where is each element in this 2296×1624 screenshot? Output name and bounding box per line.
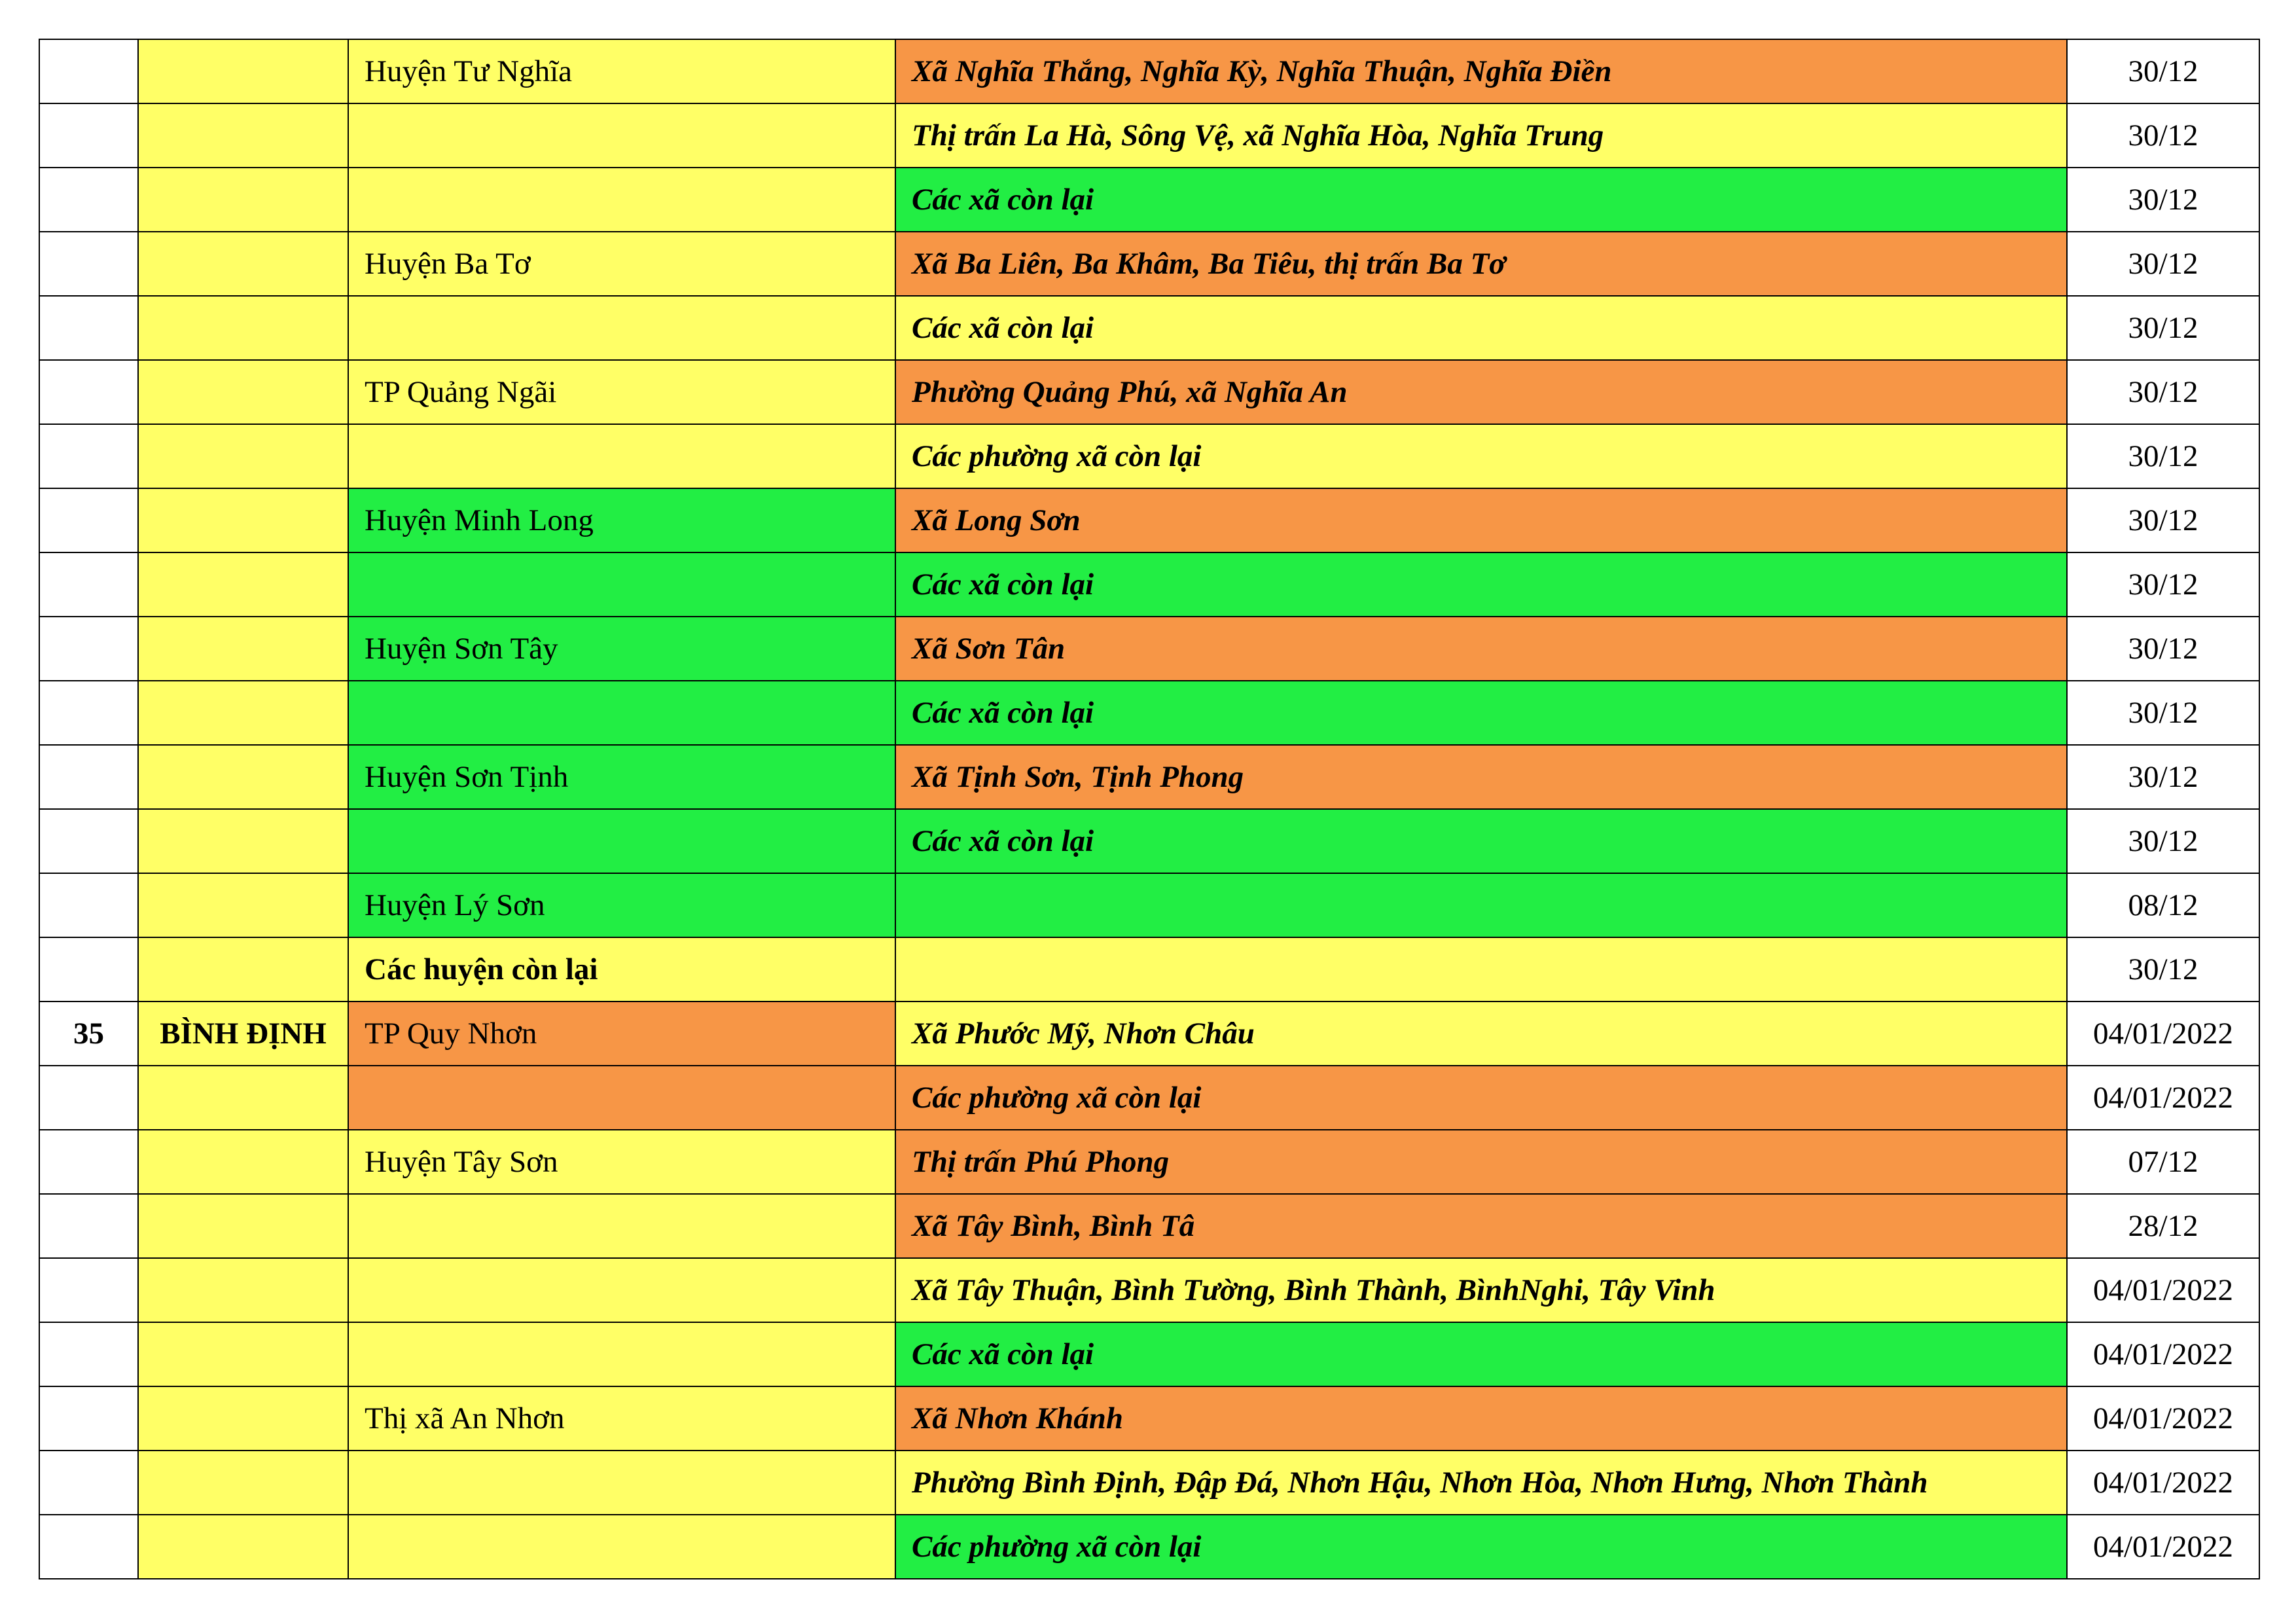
- district-cell: [348, 1515, 895, 1579]
- district-cell: Huyện Lý Sơn: [348, 873, 895, 937]
- row-number-cell: [39, 809, 138, 873]
- area-cell: Các xã còn lại: [895, 681, 2067, 745]
- date-cell: 30/12: [2067, 296, 2259, 360]
- district-cell: Huyện Tư Nghĩa: [348, 39, 895, 103]
- area-cell: Các phường xã còn lại: [895, 424, 2067, 488]
- province-cell: [138, 232, 348, 296]
- date-cell: 08/12: [2067, 873, 2259, 937]
- row-number-cell: [39, 1451, 138, 1515]
- date-cell: 30/12: [2067, 360, 2259, 424]
- province-cell: [138, 103, 348, 168]
- district-cell: Huyện Sơn Tịnh: [348, 745, 895, 809]
- area-cell: Các xã còn lại: [895, 168, 2067, 232]
- area-cell: Xã Tây Bình, Bình Tâ: [895, 1194, 2067, 1258]
- row-number-cell: [39, 1258, 138, 1322]
- area-cell: Phường Bình Định, Đập Đá, Nhơn Hậu, Nhơn Hòa, Nhơn Hưng, Nhơn Thành: [895, 1451, 2067, 1515]
- row-number-cell: [39, 296, 138, 360]
- province-cell: [138, 1194, 348, 1258]
- district-cell: [348, 1066, 895, 1130]
- table-row: [39, 488, 2259, 552]
- district-cell: Huyện Minh Long: [348, 488, 895, 552]
- area-cell: Các phường xã còn lại: [895, 1515, 2067, 1579]
- table-row: [39, 617, 2259, 681]
- area-cell: Xã Phước Mỹ, Nhơn Châu: [895, 1001, 2067, 1066]
- date-cell: 30/12: [2067, 937, 2259, 1001]
- province-cell: [138, 360, 348, 424]
- district-cell: [348, 1451, 895, 1515]
- date-cell: 04/01/2022: [2067, 1451, 2259, 1515]
- date-cell: 30/12: [2067, 681, 2259, 745]
- district-cell: [348, 103, 895, 168]
- date-cell: 04/01/2022: [2067, 1066, 2259, 1130]
- area-cell: Thị trấn La Hà, Sông Vệ, xã Nghĩa Hòa, Nghĩa Trung: [895, 103, 2067, 168]
- area-cell: Các phường xã còn lại: [895, 1066, 2067, 1130]
- district-cell: [348, 809, 895, 873]
- table-row: [39, 1515, 2259, 1579]
- district-cell: Huyện Sơn Tây: [348, 617, 895, 681]
- row-number-cell: [39, 488, 138, 552]
- date-cell: 30/12: [2067, 424, 2259, 488]
- district-cell: TP Quy Nhơn: [348, 1001, 895, 1066]
- district-cell: [348, 1194, 895, 1258]
- table-row: [39, 1001, 2259, 1066]
- province-cell: [138, 1451, 348, 1515]
- row-number-cell: [39, 937, 138, 1001]
- row-number-cell: [39, 552, 138, 617]
- province-cell: [138, 1130, 348, 1194]
- row-number-cell: [39, 617, 138, 681]
- table-row: [39, 745, 2259, 809]
- table-row: [39, 296, 2259, 360]
- province-cell: [138, 552, 348, 617]
- table-row: [39, 937, 2259, 1001]
- date-cell: 28/12: [2067, 1194, 2259, 1258]
- table-row: [39, 809, 2259, 873]
- area-cell: Các xã còn lại: [895, 552, 2067, 617]
- area-cell: Xã Ba Liên, Ba Khâm, Ba Tiêu, thị trấn Ba Tơ: [895, 232, 2067, 296]
- row-number-cell: [39, 424, 138, 488]
- table-row: [39, 424, 2259, 488]
- province-cell: [138, 1515, 348, 1579]
- zone-classification-table: [39, 39, 2260, 1579]
- table-row: [39, 39, 2259, 103]
- district-cell: [348, 168, 895, 232]
- date-cell: 04/01/2022: [2067, 1322, 2259, 1386]
- area-cell: Phường Quảng Phú, xã Nghĩa An: [895, 360, 2067, 424]
- row-number-cell: [39, 1386, 138, 1451]
- province-cell: [138, 424, 348, 488]
- district-cell: [348, 1322, 895, 1386]
- province-cell: [138, 488, 348, 552]
- area-cell: Xã Nhơn Khánh: [895, 1386, 2067, 1451]
- table-row: [39, 1066, 2259, 1130]
- row-number-cell: [39, 360, 138, 424]
- area-cell: Xã Tây Thuận, Bình Tường, Bình Thành, BìnhNghi, Tây Vinh: [895, 1258, 2067, 1322]
- province-cell: [138, 1066, 348, 1130]
- province-cell: [138, 1386, 348, 1451]
- area-cell: Các xã còn lại: [895, 296, 2067, 360]
- row-number-cell: [39, 1194, 138, 1258]
- province-cell: BÌNH ĐỊNH: [138, 1001, 348, 1066]
- row-number-cell: [39, 39, 138, 103]
- table-row: [39, 360, 2259, 424]
- row-number-cell: [39, 1322, 138, 1386]
- table-row: [39, 103, 2259, 168]
- area-cell: Xã Nghĩa Thắng, Nghĩa Kỳ, Nghĩa Thuận, Nghĩa Điền: [895, 39, 2067, 103]
- table-row: [39, 873, 2259, 937]
- table-row: [39, 1258, 2259, 1322]
- district-cell: [348, 1258, 895, 1322]
- date-cell: 30/12: [2067, 552, 2259, 617]
- district-cell: [348, 424, 895, 488]
- date-cell: 30/12: [2067, 488, 2259, 552]
- district-cell: TP Quảng Ngãi: [348, 360, 895, 424]
- table-row: [39, 1451, 2259, 1515]
- row-number-cell: [39, 103, 138, 168]
- row-number-cell: [39, 1066, 138, 1130]
- table-row: [39, 1386, 2259, 1451]
- district-cell: [348, 552, 895, 617]
- province-cell: [138, 617, 348, 681]
- table-row: [39, 681, 2259, 745]
- table-row: [39, 168, 2259, 232]
- area-cell: Xã Sơn Tân: [895, 617, 2067, 681]
- date-cell: 30/12: [2067, 103, 2259, 168]
- district-cell: Huyện Ba Tơ: [348, 232, 895, 296]
- province-cell: [138, 809, 348, 873]
- table-row: [39, 1194, 2259, 1258]
- province-cell: [138, 681, 348, 745]
- district-cell: [348, 681, 895, 745]
- province-cell: [138, 168, 348, 232]
- district-cell: Huyện Tây Sơn: [348, 1130, 895, 1194]
- area-cell: Thị trấn Phú Phong: [895, 1130, 2067, 1194]
- table-row: [39, 1130, 2259, 1194]
- area-cell: Các xã còn lại: [895, 1322, 2067, 1386]
- row-number-cell: [39, 168, 138, 232]
- area-cell: Các xã còn lại: [895, 809, 2067, 873]
- province-cell: [138, 1258, 348, 1322]
- row-number-cell: [39, 873, 138, 937]
- row-number-cell: [39, 232, 138, 296]
- row-number-cell: [39, 745, 138, 809]
- date-cell: 30/12: [2067, 745, 2259, 809]
- date-cell: 04/01/2022: [2067, 1001, 2259, 1066]
- date-cell: 04/01/2022: [2067, 1515, 2259, 1579]
- province-cell: [138, 873, 348, 937]
- row-number-cell: [39, 681, 138, 745]
- date-cell: 07/12: [2067, 1130, 2259, 1194]
- date-cell: 30/12: [2067, 809, 2259, 873]
- district-cell: Các huyện còn lại: [348, 937, 895, 1001]
- date-cell: 04/01/2022: [2067, 1258, 2259, 1322]
- table-row: [39, 552, 2259, 617]
- table-row: [39, 1322, 2259, 1386]
- date-cell: 30/12: [2067, 168, 2259, 232]
- date-cell: 04/01/2022: [2067, 1386, 2259, 1451]
- row-number-cell: [39, 1515, 138, 1579]
- table-row: [39, 232, 2259, 296]
- date-cell: 30/12: [2067, 39, 2259, 103]
- area-cell: Xã Long Sơn: [895, 488, 2067, 552]
- area-cell: [895, 937, 2067, 1001]
- district-cell: Thị xã An Nhơn: [348, 1386, 895, 1451]
- province-cell: [138, 937, 348, 1001]
- province-cell: [138, 296, 348, 360]
- date-cell: 30/12: [2067, 232, 2259, 296]
- table-body: [39, 39, 2259, 1579]
- province-cell: [138, 745, 348, 809]
- province-cell: [138, 39, 348, 103]
- row-number-cell: [39, 1130, 138, 1194]
- district-cell: [348, 296, 895, 360]
- row-number-cell: 35: [39, 1001, 138, 1066]
- date-cell: 30/12: [2067, 617, 2259, 681]
- area-cell: [895, 873, 2067, 937]
- province-cell: [138, 1322, 348, 1386]
- area-cell: Xã Tịnh Sơn, Tịnh Phong: [895, 745, 2067, 809]
